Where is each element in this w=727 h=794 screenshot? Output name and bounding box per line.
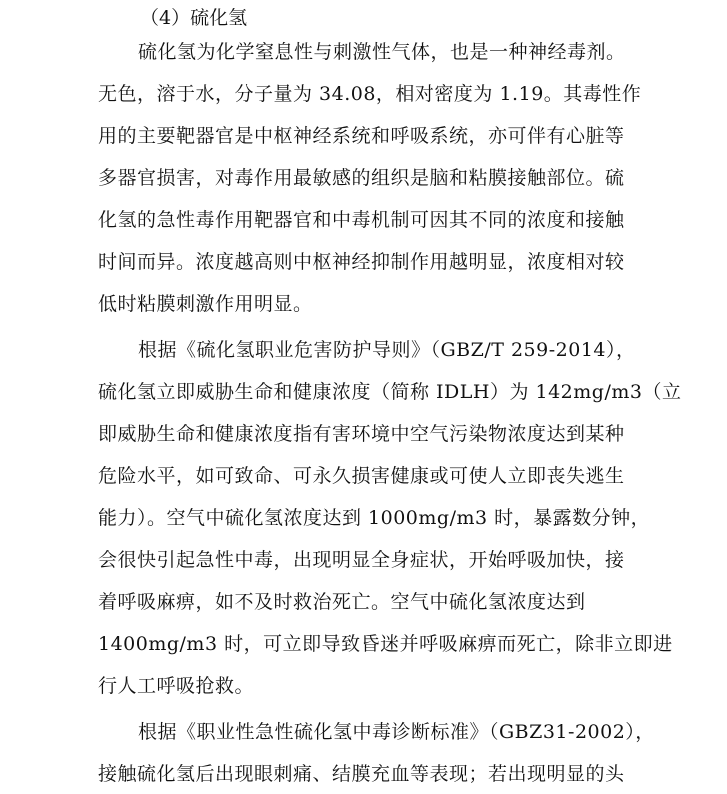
paragraph-2-line-6: 会很快引起急性中毒，出现明显全身症状，开始呼吸加快，接 <box>98 549 625 571</box>
paragraph-2-line-2: 硫化氢立即威胁生命和健康浓度（简称 IDLH）为 142mg/m3（立 <box>98 381 682 403</box>
paragraph-2-line-9: 行人工呼吸抢救。 <box>98 675 255 697</box>
paragraph-2-line-5: 能力）。空气中硫化氢浓度达到 1000mg/m3 时，暴露数分钟， <box>98 507 651 529</box>
paragraph-3-line-1: 根据《职业性急性硫化氢中毒诊断标准》（GBZ31-2002）， <box>138 721 655 743</box>
paragraph-3-line-2: 接触硫化氢后出现眼刺痛、结膜充血等表现；若出现明显的头 <box>98 763 625 785</box>
paragraph-1-line-3: 用的主要靶器官是中枢神经系统和呼吸系统，亦可伴有心脏等 <box>98 125 625 147</box>
paragraph-1-line-5: 化氢的急性毒作用靶器官和中毒机制可因其不同的浓度和接触 <box>98 209 625 231</box>
paragraph-1-line-6: 时间而异。浓度越高则中枢神经抑制作用越明显，浓度相对较 <box>98 251 625 273</box>
paragraph-2-line-8: 1400mg/m3 时，可立即导致昏迷并呼吸麻痹而死亡，除非立即进 <box>98 633 673 655</box>
paragraph-2-line-1: 根据《硫化氢职业危害防护导则》（GBZ/T 259-2014）， <box>138 339 636 361</box>
paragraph-1-line-1: 硫化氢为化学窒息性与刺激性气体，也是一种神经毒剂。 <box>138 41 626 63</box>
paragraph-2-line-7: 着呼吸麻痹，如不及时救治死亡。空气中硫化氢浓度达到 <box>98 591 586 613</box>
paragraph-1-line-7: 低时粘膜刺激作用明显。 <box>98 293 313 315</box>
paragraph-1-line-4: 多器官损害，对毒作用最敏感的组织是脑和粘膜接触部位。硫 <box>98 167 625 189</box>
paragraph-2-line-4: 危险水平，如可致命、可永久损害健康或可使人立即丧失逃生 <box>98 465 625 487</box>
section-heading: （4）硫化氢 <box>140 7 248 29</box>
paragraph-2-line-3: 即威胁生命和健康浓度指有害环境中空气污染物浓度达到某种 <box>98 423 625 445</box>
paragraph-1-line-2: 无色，溶于水，分子量为 34.08，相对密度为 1.19。其毒性作 <box>98 83 642 105</box>
